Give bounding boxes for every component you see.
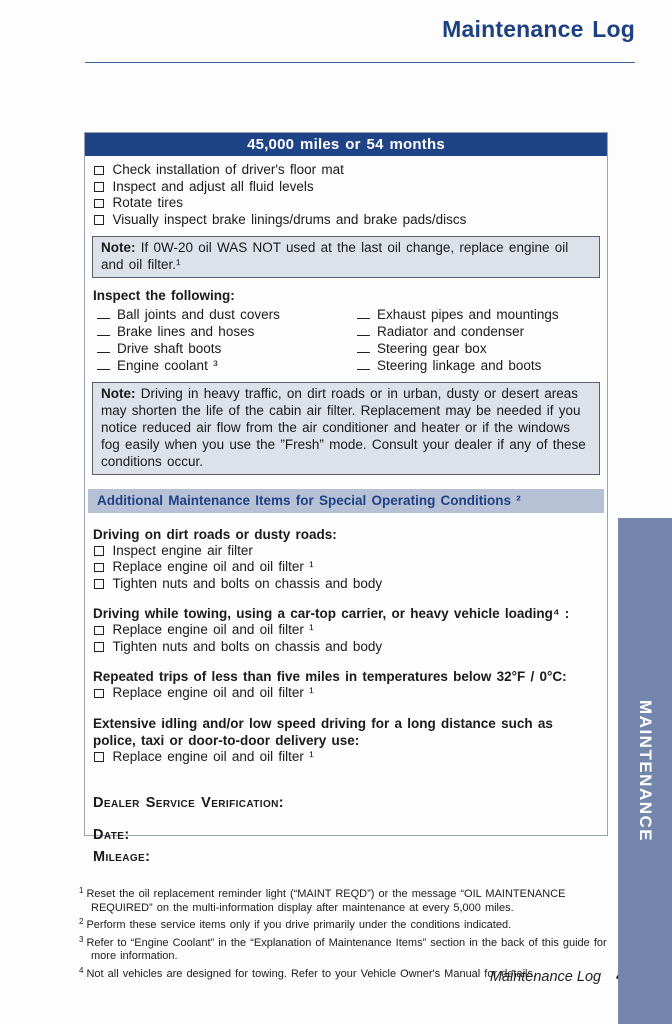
footer-section-label: Maintenance Log <box>489 969 602 985</box>
title-divider <box>85 62 635 63</box>
note-label: Note: <box>101 240 136 255</box>
condition-items <box>85 622 607 655</box>
note-box-oil <box>92 236 600 278</box>
inspect-item-label: Drive shaft boots <box>117 340 222 356</box>
service-checklist <box>85 156 607 228</box>
inspect-columns <box>85 305 607 374</box>
mileage-label: Mileage: <box>93 849 151 865</box>
checkbox-icon <box>94 626 104 636</box>
condition-heading-dirt-roads: Driving on dirt roads or dusty roads: <box>93 526 337 542</box>
inspect-heading: Inspect the following: <box>93 288 235 303</box>
inspect-item <box>357 340 607 357</box>
checklist-item-label: Inspect and adjust all fluid levels <box>112 178 314 194</box>
checklist-item-label: Rotate tires <box>112 195 184 210</box>
footnote-text: Reset the oil replacement reminder light (“MAINT REQD”) or the message “OIL MAINTENANCE REQUIRED” on the multi-information display after maintenance at every 5,000 miles. <box>86 888 566 914</box>
maintenance-log-box <box>84 132 608 865</box>
checkbox-icon <box>94 546 104 556</box>
inspect-column-left <box>97 306 357 374</box>
condition-items <box>85 543 607 593</box>
maintenance-chapter-tab-label: MAINTENANCE <box>636 699 655 843</box>
checkbox-icon <box>94 563 104 573</box>
date-label: Date: <box>93 826 130 843</box>
blank-line <box>97 349 110 353</box>
checklist-item-label: Tighten nuts and bolts on chassis and body <box>112 575 383 591</box>
inspect-item <box>357 357 607 374</box>
page-footer <box>490 966 635 986</box>
checklist-item-label: Tighten nuts and bolts on chassis and body <box>112 638 383 654</box>
checklist-item-label: Visually inspect brake linings/drums and brake pads/discs <box>112 211 467 227</box>
checkbox-icon <box>94 215 104 225</box>
checklist-item-label: Inspect engine air filter <box>112 542 253 558</box>
blank-line <box>357 366 370 370</box>
checklist-item <box>93 622 599 639</box>
blank-line <box>357 332 370 336</box>
additional-items-header: Additional Maintenance Items for Special Operating Conditions ² <box>88 489 604 513</box>
checklist-item <box>93 195 599 212</box>
checklist-item-label: Replace engine oil and oil filter ¹ <box>112 622 314 637</box>
footnote-marker: 2 <box>79 917 84 926</box>
footnote <box>79 915 611 933</box>
checklist-item <box>93 639 599 656</box>
footnote-text: Refer to “Engine Coolant” in the “Explanation of Maintenance Items” section in the back of this guide for more information. <box>86 936 607 962</box>
interval-header: 45,000 miles or 54 months <box>85 133 607 156</box>
inspect-column-right <box>357 306 607 374</box>
footnote-text: Not all vehicles are designed for towing. Refer to your Vehicle Owner's Manual for details. <box>86 967 537 980</box>
checklist-item-label: Replace engine oil and oil filter ¹ <box>112 748 314 764</box>
inspect-item <box>97 306 357 323</box>
inspect-item-label: Ball joints and dust covers <box>117 306 280 322</box>
checklist-item <box>93 576 599 593</box>
dealer-verification-label: Dealer Service Verification: <box>93 795 284 811</box>
checklist-item <box>93 749 599 766</box>
blank-line <box>357 315 370 319</box>
verification-block <box>85 795 607 866</box>
footnote <box>79 884 611 915</box>
blank-line <box>97 366 110 370</box>
checklist-item-label: Check installation of driver's floor mat <box>112 162 344 177</box>
inspect-item <box>357 306 607 323</box>
condition-heading-short-trips: Repeated trips of less than five miles in temperatures below 32°F / 0°C: <box>93 669 567 684</box>
condition-items <box>85 685 607 702</box>
checklist-item <box>93 543 599 560</box>
note-label: Note: <box>101 385 136 401</box>
inspect-item-label: Brake lines and hoses <box>117 323 255 339</box>
inspect-item <box>97 323 357 340</box>
inspect-item-label: Steering linkage and boots <box>377 357 542 373</box>
inspect-item-label: Exhaust pipes and mountings <box>377 306 559 322</box>
checkbox-icon <box>94 642 104 652</box>
inspect-item <box>357 323 607 340</box>
checkbox-icon <box>94 199 104 209</box>
condition-items <box>85 749 607 766</box>
checkbox-icon <box>94 689 104 699</box>
blank-line <box>357 349 370 353</box>
checklist-item <box>93 685 599 702</box>
checklist-item <box>93 162 599 179</box>
note-text: Driving in heavy traffic, on dirt roads or in urban, dusty or desert areas may shorten the life of the cabin air filter. Replacement may be needed if you notice reduced air flow from the air conditioner and heater or if the windows fog easily when you use the ”Fresh” mode. Consult your dealer if any of these conditions occur. <box>101 385 586 469</box>
checkbox-icon <box>94 166 104 176</box>
checkbox-icon <box>94 579 104 589</box>
footnote-text: Perform these service items only if you drive primarily under the conditions indicated. <box>86 919 512 931</box>
inspect-item <box>97 357 357 374</box>
checklist-item <box>93 559 599 576</box>
condition-heading-towing: Driving while towing, using a car-top carrier, or heavy vehicle loading⁴ : <box>93 606 570 621</box>
blank-line <box>97 315 110 319</box>
footnote-marker: 1 <box>79 886 84 895</box>
maintenance-chapter-tab <box>618 518 672 1024</box>
footnote <box>79 933 611 964</box>
inspect-item-label: Engine coolant ³ <box>117 357 218 373</box>
inspect-item-label: Radiator and condenser <box>377 323 525 339</box>
footnote-marker: 3 <box>79 934 84 944</box>
checklist-item <box>93 212 599 229</box>
blank-line <box>97 332 110 336</box>
inspect-item <box>97 340 357 357</box>
note-box-cabin-filter <box>92 382 600 475</box>
inspect-item-label: Steering gear box <box>377 340 487 356</box>
checkbox-icon <box>94 182 104 192</box>
page-title: Maintenance Log <box>442 16 635 42</box>
note-text: If 0W-20 oil WAS NOT used at the last oil change, replace engine oil and oil filter.¹ <box>101 240 569 272</box>
condition-heading-idling: Extensive idling and/or low speed driving for a long distance such as police, taxi or door-to-door delivery use: <box>93 715 553 748</box>
checkbox-icon <box>94 752 104 762</box>
checklist-item-label: Replace engine oil and oil filter ¹ <box>112 559 314 574</box>
footnote-marker: 4 <box>79 965 84 975</box>
checklist-item-label: Replace engine oil and oil filter ¹ <box>112 685 314 700</box>
checklist-item <box>93 179 599 196</box>
